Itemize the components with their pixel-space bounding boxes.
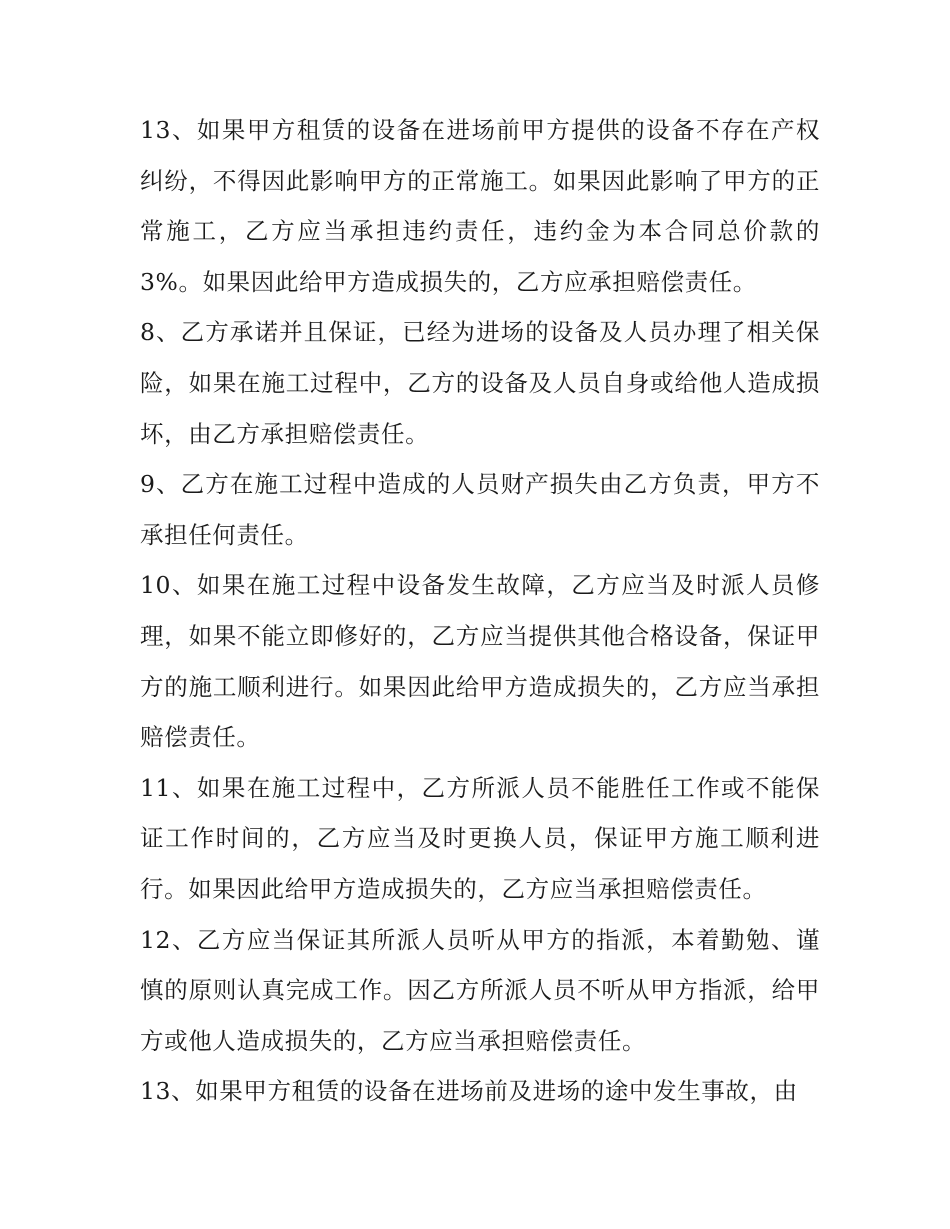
clause-13-property-dispute: 13、如果甲方租赁的设备在进场前甲方提供的设备不存在产权纠纷，不得因此影响甲方的正常施工。如果因此影响了甲方的正常施工，乙方应当承担违约责任，违约金为本合同总价款的3%。如果因此给甲方造成损失的，乙方应承担赔偿责任。 xyxy=(140,116,820,296)
document-body xyxy=(140,105,820,1117)
clause-13-transit-accident: 13、如果甲方租赁的设备在进场前及进场的途中发生事故，由 xyxy=(140,1077,798,1106)
clause-12-personnel-obedience: 12、乙方应当保证其所派人员听从甲方的指派，本着勤勉、谨慎的原则认真完成工作。因乙方所派人员不听从甲方指派，给甲方或他人造成损失的，乙方应当承担赔偿责任。 xyxy=(140,925,820,1055)
clause-10-equipment-failure: 10、如果在施工过程中设备发生故障，乙方应当及时派人员修理，如果不能立即修好的，乙方应当提供其他合格设备，保证甲方的施工顺利进行。如果因此给甲方造成损失的，乙方应当承担赔偿责任。 xyxy=(140,571,820,752)
clause-8-insurance: 8、乙方承诺并且保证，已经为进场的设备及人员办理了相关保险，如果在施工过程中，乙方的设备及人员自身或给他人造成损坏，由乙方承担赔偿责任。 xyxy=(140,318,820,448)
clause-9-loss-responsibility: 9、乙方在施工过程中造成的人员财产损失由乙方负责，甲方不承担任何责任。 xyxy=(140,470,820,549)
clause-11-personnel-replacement: 11、如果在施工过程中，乙方所派人员不能胜任工作或不能保证工作时间的，乙方应当及时更换人员，保证甲方施工顺利进行。如果因此给甲方造成损失的，乙方应当承担赔偿责任。 xyxy=(140,773,820,903)
